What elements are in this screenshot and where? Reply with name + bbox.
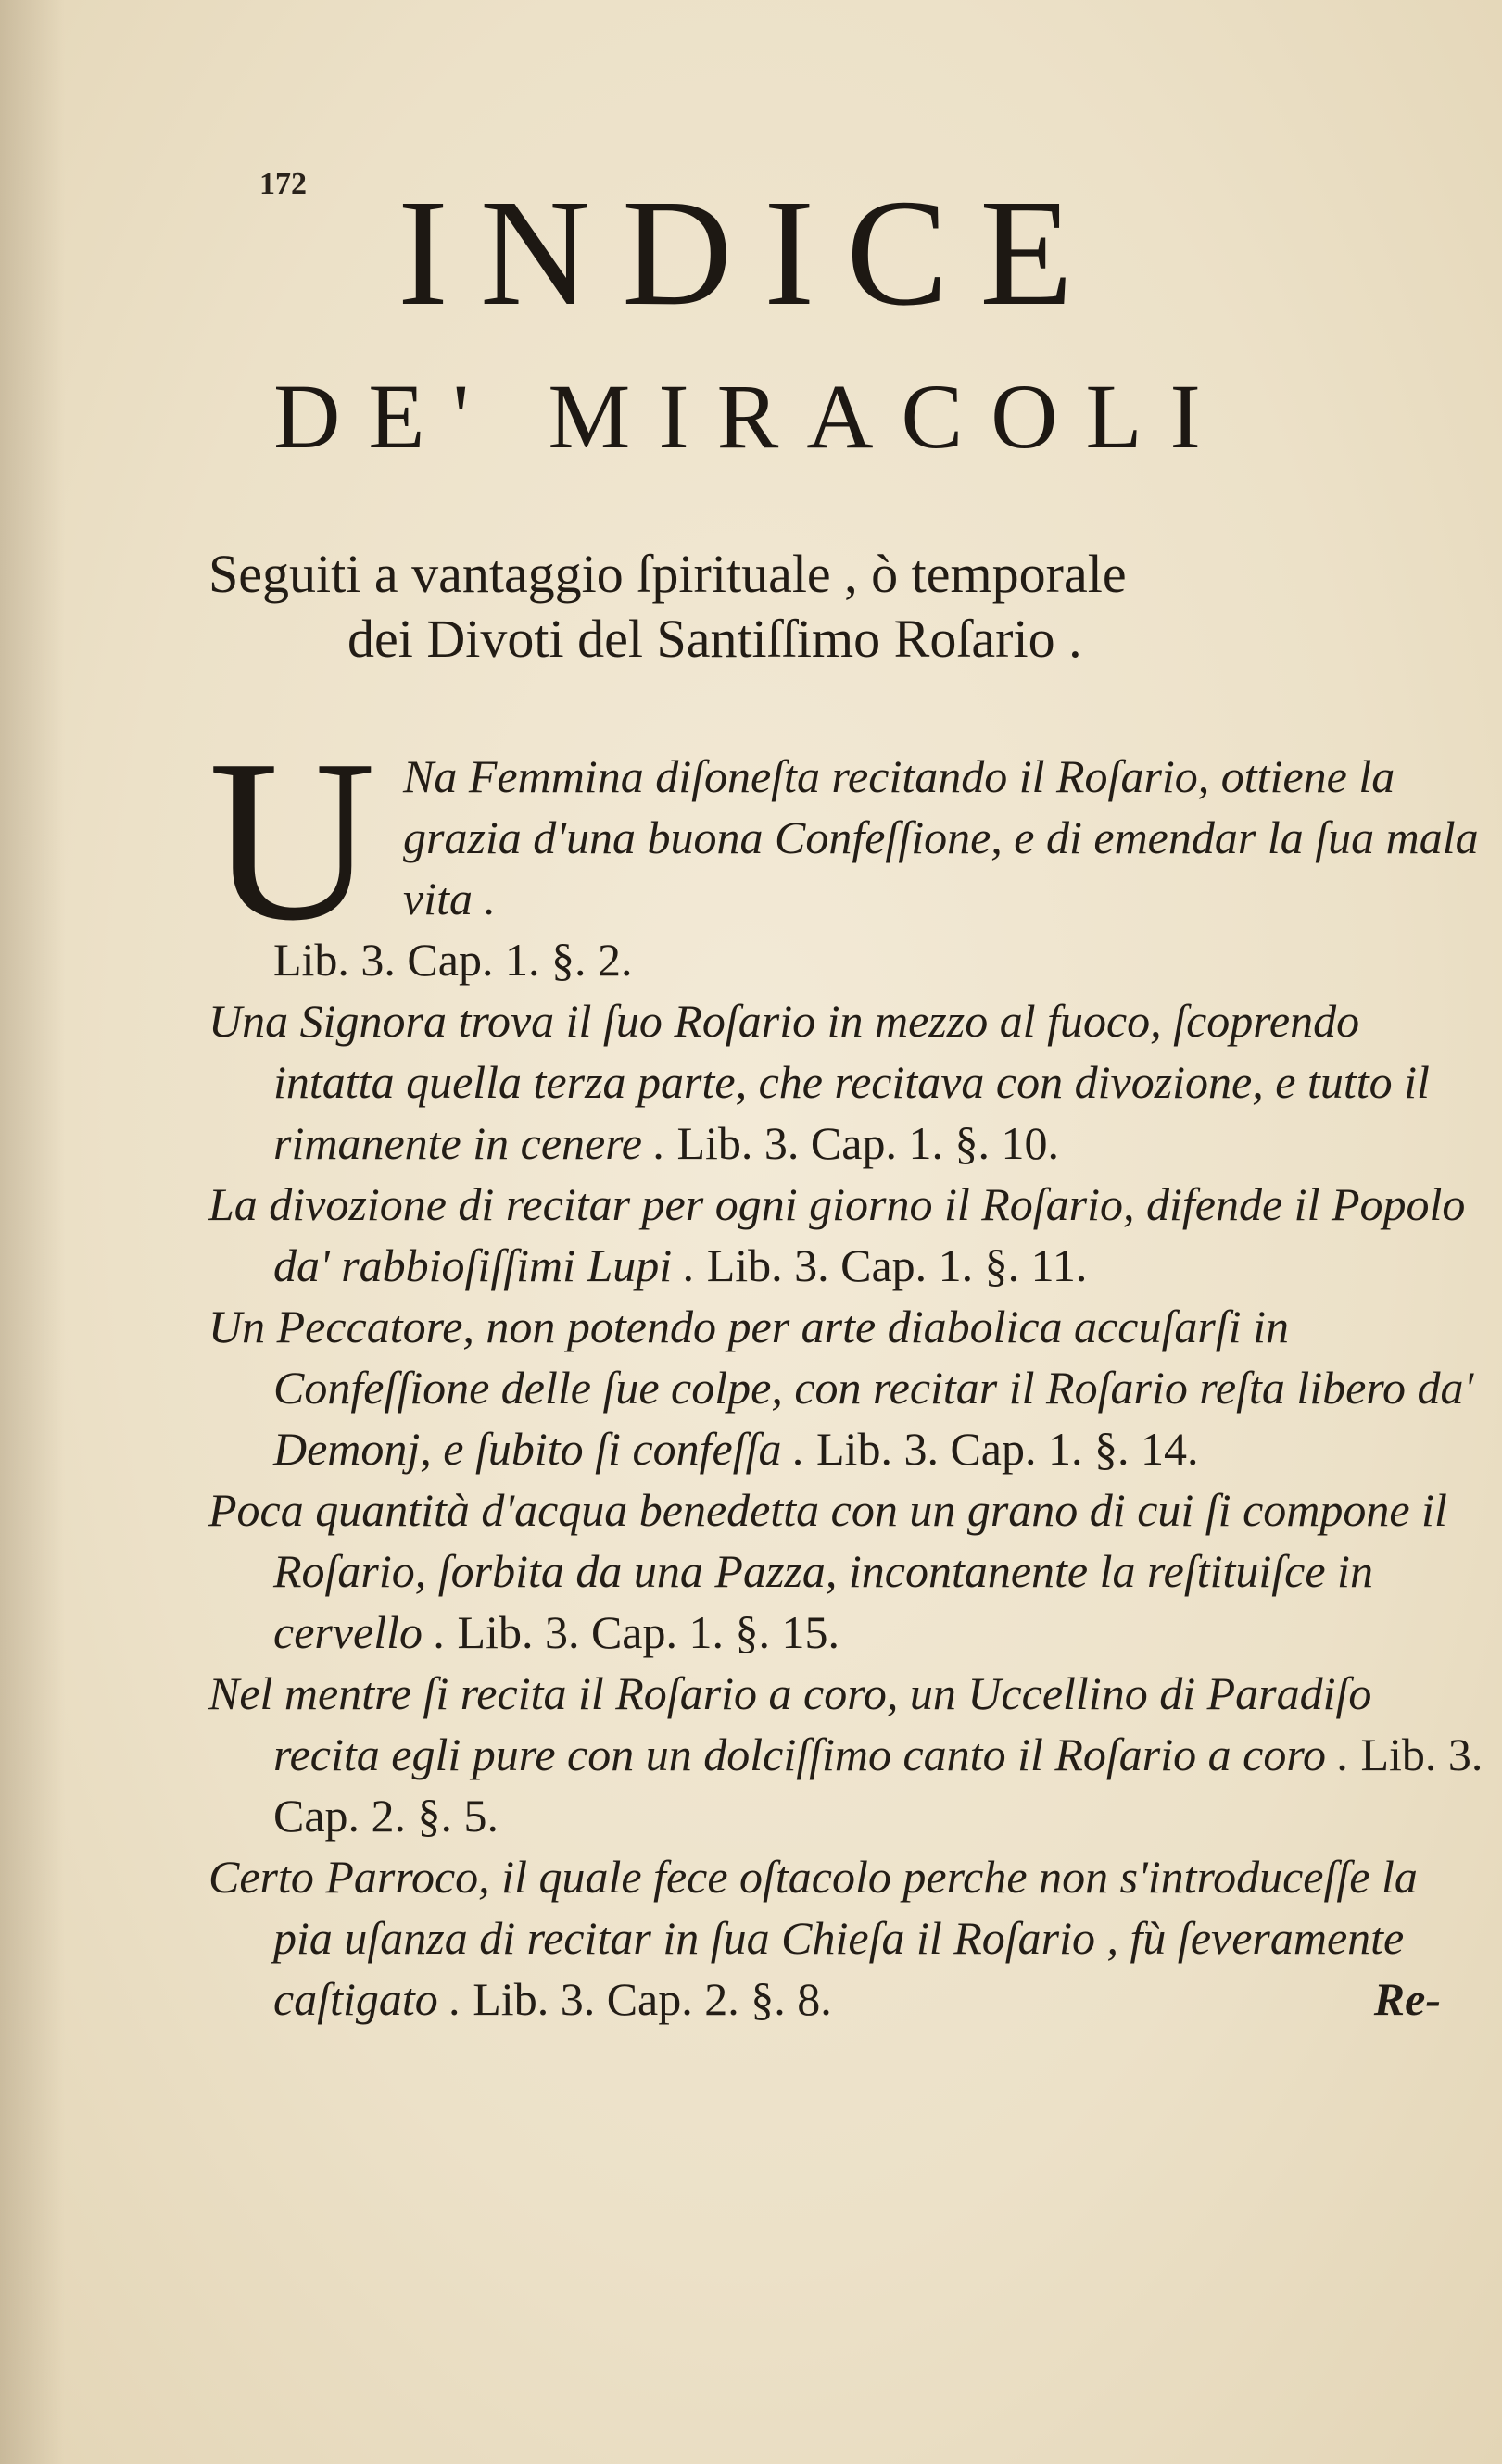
entry-text: Certo Parroco, il quale fece oſtacolo perche non s'introduceſſe la pia uſanza di recitar in ſua Chieſa il Roſario , fù ſeveramente caſtigato . [208,1851,1418,2025]
entry-reference: Lib. 3. Cap. 1. §. 10. [676,1117,1059,1169]
index-title: INDICE [397,168,1105,337]
index-entry [208,712,1487,990]
entry-reference: Lib. 3. Cap. 2. §. 5. [273,1729,1483,1842]
entry-text: Na Femmina diſoneſta recitando il Roſario, ottiene la grazia d'una buona Confeſſione, e di emendar la ſua mala vita . [403,750,1479,924]
entry-reference: Lib. 3. Cap. 1. §. 11. [706,1239,1088,1291]
entry-reference: Lib. 3. Cap. 1. §. 15. [457,1606,839,1658]
intro-text [208,542,1487,672]
index-entry [208,1479,1487,1663]
entry-reference: Lib. 3. Cap. 1. §. 14. [816,1423,1199,1475]
entry-reference: Lib. 3. Cap. 2. §. 8. [473,1973,832,2025]
page-number: 172 [259,167,307,201]
entry-text: Una Signora trova il ſuo Roſario in mezzo al fuoco, ſcoprendo intatta quella terza parte, che recitava con divozione, e tutto il rimanente in cenere . [208,995,1430,1169]
entry-text: Un Peccatore, non potendo per arte diabolica accuſarſi in Confeſſione delle ſue colpe, con recitar il Roſario reſta libero da' Demonj, e ſubito ſi confeſſa . [208,1301,1474,1475]
index-entry [208,990,1487,1174]
index-entry [208,1174,1487,1296]
entry-text: La divozione di recitar per ogni giorno il Roſario, difende il Popolo da' rabbioſiſſimi Lupi . [208,1178,1466,1291]
entry-reference: Lib. 3. Cap. 1. §. 2. [273,934,633,986]
miracle-index-list [208,712,1487,2030]
catchword: Re- [1373,1973,1441,2025]
entry-text: Poca quantità d'acqua benedetta con un grano di cui ſi compone il Roſario, ſorbita da una Pazza, incontanente la reſtituiſce in cervello . [208,1484,1447,1658]
index-entry [208,1296,1487,1479]
page-edge-shadow [0,0,65,2464]
entry-text: Nel mentre ſi recita il Roſario a coro, un Uccellino di Paradiſo recita egli pure con un dolciſſimo canto il Roſario a coro . [208,1667,1372,1780]
intro-line-1: Seguiti a vantaggio ſpirituale , ò temporale [208,544,1127,604]
drop-cap: U [208,712,376,969]
index-subtitle: DE' MIRACOLI [273,365,1229,468]
intro-line-2: dei Divoti del Santiſſimo Roſario . [347,609,1082,669]
index-entry [208,1846,1487,2030]
index-entry [208,1663,1487,1846]
